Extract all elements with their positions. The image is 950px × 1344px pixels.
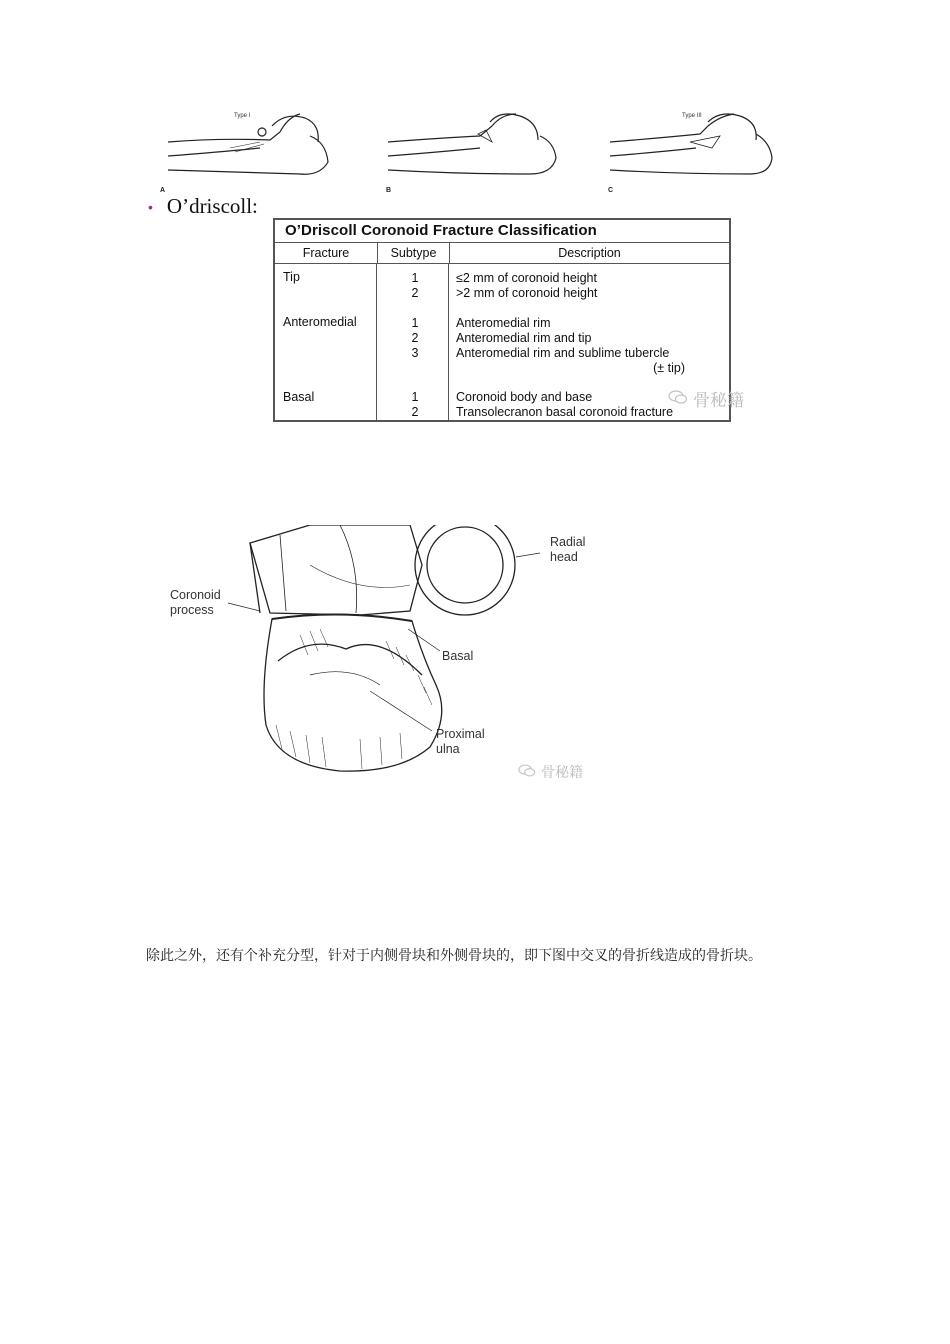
label-line: Proximal xyxy=(436,727,485,741)
fracture-tip: Tip xyxy=(283,270,300,284)
subtype-cell: 2 xyxy=(411,331,419,345)
description-note: (± tip) xyxy=(653,361,685,375)
panel-letter-b: B xyxy=(386,187,392,194)
header-subtype: Subtype xyxy=(378,243,450,263)
table-header-row xyxy=(275,243,729,264)
watermark-text: 骨秘籍 xyxy=(693,391,744,410)
subtype-cell: 2 xyxy=(411,286,419,300)
description-cell: >2 mm of coronoid height xyxy=(456,286,598,300)
bullet-icon: • xyxy=(148,198,153,215)
table-body xyxy=(275,264,729,420)
wechat-icon xyxy=(518,764,536,780)
subtype-cell: 3 xyxy=(411,346,419,360)
type-label-i: Type I xyxy=(234,113,251,119)
elbow-panels-illustration xyxy=(160,112,780,196)
description-cell: Anteromedial rim xyxy=(456,316,551,330)
header-description: Description xyxy=(558,246,621,260)
label-line: Coronoid xyxy=(170,588,221,602)
panel-letter-c: C xyxy=(608,187,614,194)
bullet-heading: O’driscoll: xyxy=(166,194,258,218)
body-paragraph: 除此之外，还有个补充分型，针对于内侧骨块和外侧骨块的，即下图中交叉的骨折线造成的骨折块。 xyxy=(146,948,762,964)
label-coronoid-process xyxy=(170,588,221,618)
column-divider xyxy=(448,264,449,420)
subtype-cell: 2 xyxy=(411,405,419,419)
fracture-anteromedial: Anteromedial xyxy=(283,315,357,329)
description-cell: Anteromedial rim and tip xyxy=(456,331,592,345)
description-cell: Coronoid body and base xyxy=(456,390,593,404)
subtype-cell: 1 xyxy=(411,271,419,285)
label-radial-head xyxy=(550,535,585,565)
subtype-cell: 1 xyxy=(411,316,419,330)
watermark-text: 骨秘籍 xyxy=(541,764,583,780)
description-cell: Transolecranon basal coronoid fracture xyxy=(456,405,674,419)
description-cell: Anteromedial rim and sublime tubercle xyxy=(456,346,670,360)
bullet-heading-row xyxy=(148,194,258,219)
header-fracture: Fracture xyxy=(275,243,378,263)
wechat-icon xyxy=(668,389,688,409)
column-divider xyxy=(376,264,377,420)
panel-letter-a: A xyxy=(160,187,166,194)
label-basal: Basal xyxy=(442,649,474,663)
description-cell: ≤2 mm of coronoid height xyxy=(456,271,597,285)
table-title: O’Driscoll Coronoid Fracture Classification xyxy=(275,220,729,243)
label-line: head xyxy=(550,550,578,564)
label-line: ulna xyxy=(436,742,460,756)
type-label-iii: Type III xyxy=(682,113,702,119)
label-line: process xyxy=(170,603,214,617)
watermark xyxy=(518,762,583,782)
classification-table xyxy=(273,218,731,422)
label-proximal-ulna xyxy=(436,727,485,757)
fracture-basal: Basal xyxy=(283,390,315,404)
elbow-figure-strip xyxy=(160,112,780,196)
subtype-cell: 1 xyxy=(411,390,419,404)
label-line: Radial xyxy=(550,535,586,549)
watermark xyxy=(668,386,744,411)
